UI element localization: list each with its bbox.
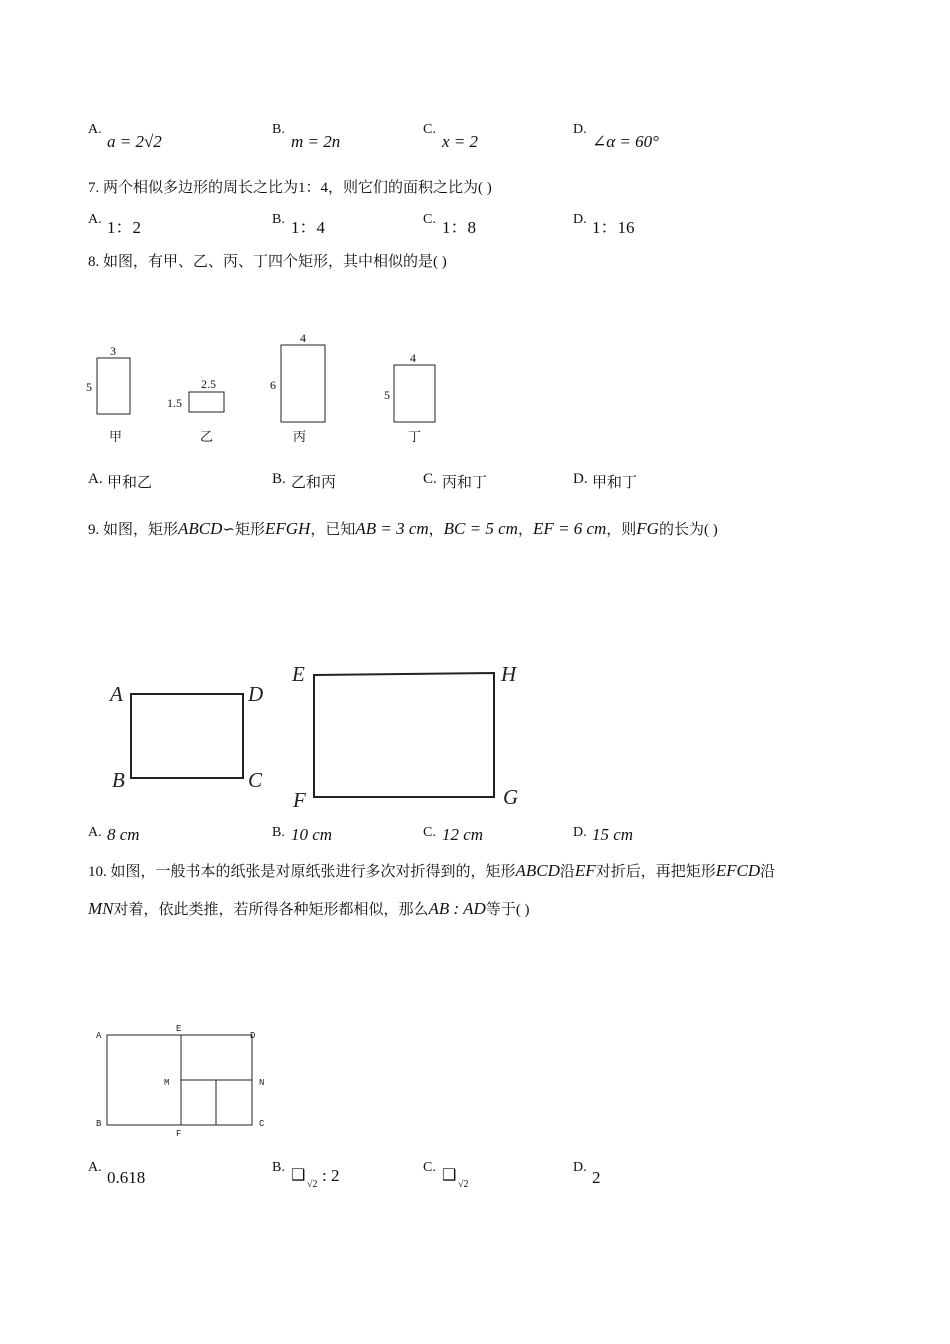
rect-jia-width: 3 [110, 344, 116, 358]
q10-option-a-text: 0.618 [107, 1168, 146, 1187]
q7-option-d-text: 1：16 [592, 218, 635, 237]
q6-option-b-label: B. [272, 122, 285, 137]
q10-ratio: AB : AD [428, 899, 486, 918]
q9-option-c-label: C. [423, 825, 436, 840]
q8-option-b-text: 乙和丙 [291, 475, 337, 491]
q9-sim: ∽ [222, 522, 235, 538]
q10-seg2: MN [88, 899, 114, 918]
q9-target: FG [636, 519, 659, 538]
paper-label-e: E [176, 1024, 182, 1034]
q10-option-d-text: 2 [592, 1168, 601, 1187]
label-c: C [248, 768, 263, 792]
q6-option-c-text: x = 2 [442, 132, 479, 151]
q7-option-a-label: A. [88, 212, 102, 227]
q10-option-c-sub: √2 [458, 1179, 469, 1190]
q7-option-a-text: 1：2 [107, 218, 141, 237]
q6-option-b-text: m = 2n [291, 132, 341, 151]
q9-rect1: ABCD [178, 519, 223, 538]
q6-option-a-text: a = 2√2 [107, 132, 162, 151]
q7-stem: 7. 两个相似多边形的周长之比为1：4，则它们的面积之比为( ) [88, 180, 492, 196]
q9-option-d-text: 15 cm [592, 825, 634, 844]
q10-line2-mid: 对着，依此类推，若所得各种矩形都相似，那么 [113, 902, 429, 918]
q8-option-c-text: 丙和丁 [442, 475, 488, 491]
q9-mid3: ，则 [606, 522, 637, 538]
paper-label-m: M [164, 1078, 170, 1088]
q9-option-b-text: 10 cm [291, 825, 333, 844]
q9-cond2: BC = 5 cm [443, 519, 518, 538]
q10-option-b-label: B. [272, 1160, 285, 1175]
q9-option-a-text: 8 cm [107, 825, 140, 844]
q9-rect2: EFGH [265, 519, 311, 538]
label-g: G [503, 785, 519, 809]
q10-option-c-box: ❑ [442, 1167, 457, 1184]
q10-seg1: EF [574, 861, 596, 880]
q10-along1: 沿 [559, 864, 575, 880]
q9-mid1: 矩形 [234, 522, 265, 538]
q8-option-d-text: 甲和丁 [592, 475, 638, 491]
q7-option-c-label: C. [423, 212, 436, 227]
q6-option-d-text: ∠α = 60° [592, 132, 659, 151]
rect-ding-height: 5 [384, 388, 390, 402]
paper-label-a: A [96, 1031, 102, 1041]
paper-label-d: D [250, 1031, 256, 1041]
label-d: D [248, 682, 264, 706]
q8-option-a-label: A. [88, 471, 103, 487]
q10-line1-prefix: 10. 如图，一般书本的纸张是对原纸张进行多次对折得到的，矩形 [88, 864, 516, 880]
label-b: B [112, 768, 125, 792]
rect-yi-height: 1.5 [167, 396, 182, 410]
label-f: F [293, 788, 306, 812]
q9-comma1: ， [428, 522, 444, 538]
q8-option-c-label: C. [423, 471, 437, 487]
label-e: E [292, 662, 305, 686]
q7-option-d-label: D. [573, 212, 587, 227]
rect-bing-name: 丙 [293, 429, 307, 444]
q10-option-a-label: A. [88, 1160, 102, 1175]
q9-suffix: 的长为( ) [658, 522, 718, 538]
q10-along2: 沿 [760, 864, 776, 880]
q10-line1-mid: 对折后，再把矩形 [595, 864, 716, 880]
q6-option-a-label: A. [88, 122, 102, 137]
rect-bing-width: 4 [300, 331, 306, 345]
rect-yi-width: 2.5 [201, 377, 216, 391]
q10-option-d-label: D. [573, 1160, 587, 1175]
q9-cond1: AB = 3 cm [355, 519, 429, 538]
q8-option-b-label: B. [272, 471, 286, 487]
label-a: A [110, 682, 123, 706]
q9-cond3: EF = 6 cm [532, 519, 607, 538]
q8-option-a-text: 甲和乙 [107, 475, 153, 491]
paper-label-f: F [176, 1129, 182, 1139]
q7-option-b-text: 1：4 [291, 218, 325, 237]
rect-ding-name: 丁 [408, 429, 422, 444]
q9-stem-prefix: 9. 如图，矩形 [88, 522, 179, 538]
q7-option-c-text: 1：8 [442, 218, 476, 237]
q10-rect1: ABCD [515, 861, 560, 880]
rect-jia-name: 甲 [109, 429, 123, 444]
label-h: H [501, 662, 517, 686]
q9-option-d-label: D. [573, 825, 587, 840]
rect-yi-name: 乙 [200, 429, 214, 444]
q9-option-c-text: 12 cm [442, 825, 484, 844]
q9-mid2: ，已知 [310, 522, 356, 538]
q10-option-b-text: : 2 [322, 1166, 340, 1185]
rect-ding-width: 4 [410, 351, 416, 365]
q8-stem: 8. 如图，有甲、乙、丙、丁四个矩形，其中相似的是( ) [88, 254, 447, 270]
q6-option-c-label: C. [423, 122, 436, 137]
q9-comma2: ， [517, 522, 533, 538]
q9-option-a-label: A. [88, 825, 102, 840]
rect-jia-height: 5 [86, 380, 92, 394]
paper-label-b: B [96, 1119, 102, 1129]
q9-option-b-label: B. [272, 825, 285, 840]
paper-label-n: N [259, 1078, 265, 1088]
rect-bing-height: 6 [270, 378, 276, 392]
q10-option-b-sub: √2 [307, 1179, 318, 1190]
q10-line2-suffix: 等于( ) [485, 902, 530, 918]
q8-option-d-label: D. [573, 471, 588, 487]
q10-option-c-label: C. [423, 1160, 436, 1175]
q7-option-b-label: B. [272, 212, 285, 227]
q6-option-d-label: D. [573, 122, 587, 137]
paper-label-c: C [259, 1119, 265, 1129]
q10-option-b-box: ❑ [291, 1167, 306, 1184]
q10-rect2: EFCD [715, 861, 761, 880]
